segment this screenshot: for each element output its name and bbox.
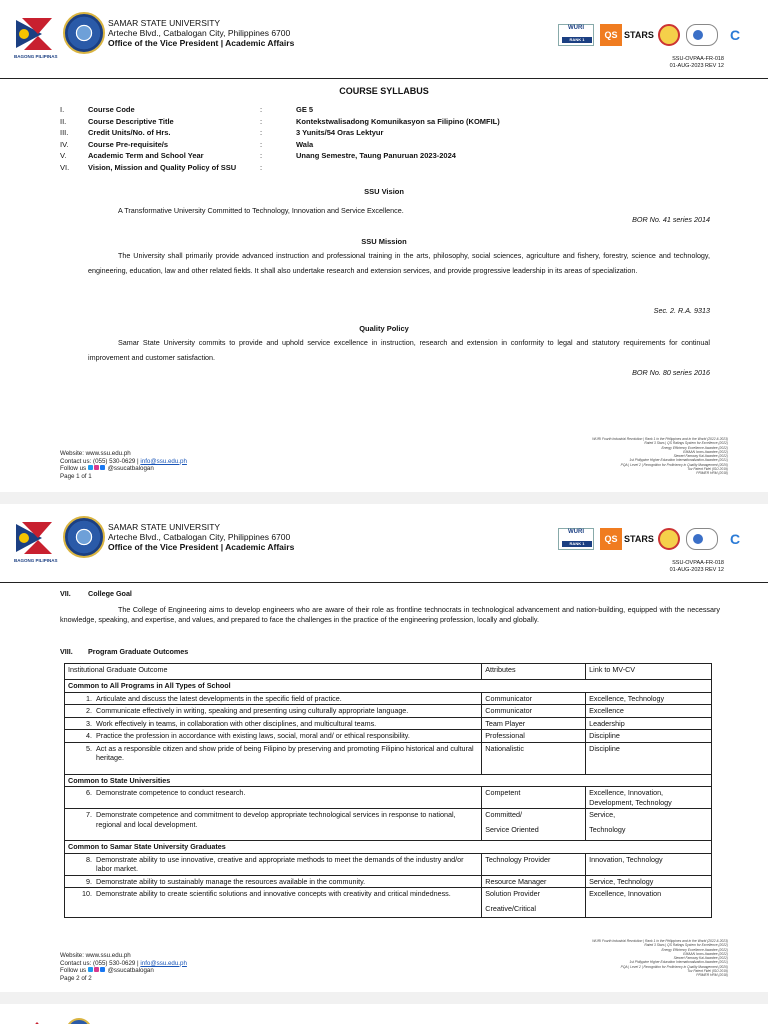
wuri-badge: WURI RANK 1 xyxy=(558,528,594,550)
table-row: 2. Communicate effectively in writing, speaking and presenting using culturally appropriate language. Communicator Excellence xyxy=(65,705,712,718)
footer-social: Follow us @ssucatbalogan xyxy=(60,967,154,974)
bagong-pilipinas-logo xyxy=(12,14,58,54)
info-colon: : xyxy=(260,139,263,149)
info-number: V. xyxy=(60,151,67,160)
stars-badge: STARS xyxy=(624,30,654,40)
award-line: EMAAN Icons Awardee (2022) xyxy=(683,951,728,956)
ssu-seal-logo xyxy=(66,1018,92,1024)
iso-cert-icon xyxy=(686,24,718,46)
page-title: COURSE SYLLABUS xyxy=(339,86,429,96)
program-outcomes-table xyxy=(64,663,712,918)
ssu-seal-logo xyxy=(63,516,105,558)
award-seal-icon xyxy=(658,24,680,46)
quality-citation: BOR No. 80 series 2016 xyxy=(632,368,710,377)
info-value: 3 Yunits/54 Oras Lektyur xyxy=(296,128,384,137)
footer-awards xyxy=(528,939,728,978)
info-number: IV. xyxy=(60,139,69,149)
table-row: 7. Demonstrate competence and commitment to develop appropriate technological services in response to national, regional and local development. Committed/ Service Oriented Service, Technology xyxy=(65,809,712,841)
footer-awards xyxy=(528,437,728,476)
award-seal-icon xyxy=(658,528,680,550)
info-label: Course Code xyxy=(88,105,135,114)
award-line: WURI Fourth Industrial Revolution | Rank 1 in the Philippines and in the World (2022 & 2023) xyxy=(592,437,728,441)
document-page-3-partial xyxy=(0,1004,768,1024)
university-info xyxy=(108,522,294,552)
quality-text: Samar State University commits to provide and uphold service excellence in instruction, research and extension in conformity to legal and statutory requirements for continual improvement and customer satisfaction. xyxy=(88,338,710,362)
info-label: Academic Term and School Year xyxy=(88,151,204,160)
award-line: Tuv Patent Fidel (ISO 2019) xyxy=(687,969,728,974)
info-number: III. xyxy=(60,128,69,137)
award-line: Tuv Patent Fidel (ISO 2019) xyxy=(687,467,728,472)
qs-badge: QS xyxy=(600,528,622,550)
header-divider xyxy=(0,78,768,79)
page-header xyxy=(0,504,768,584)
quality-heading: Quality Policy xyxy=(359,324,409,333)
page-header xyxy=(0,0,768,80)
info-label: Course Pre-requisite/s xyxy=(88,139,169,149)
award-line: Rated 3 Stars | QS Ratings System for Excellence (2022) xyxy=(644,943,728,948)
bagong-pilipinas-text: BAGONG PILIPINAS xyxy=(14,54,58,59)
info-colon: : xyxy=(260,162,263,172)
mission-heading: SSU Mission xyxy=(361,237,407,246)
footer-website: Website: www.ssu.edu.ph xyxy=(60,450,131,457)
table-row: 6. Demonstrate competence to conduct research. Competent Excellence, Innovation, Development, Technology xyxy=(65,787,712,809)
footer-email-link[interactable]: info@ssu.edu.ph xyxy=(140,959,187,967)
header-link: Link to MV-CV xyxy=(586,664,712,680)
info-value: GE 5 xyxy=(296,105,314,114)
table-row: 10. Demonstrate ability to create scientific solutions and innovative concepts with creativity and critical mindedness. Solution Provider Creative/Critical Excellence, Innovation xyxy=(65,888,712,918)
info-colon: : xyxy=(260,128,263,137)
college-goal-text: The College of Engineering aims to develop engineers who are aware of their role as frontline technocrats in technological advancement and nation-building, equipped with the necessary knowledge, speaking, and expertise, and values, and prepared to face the challenges in the practice of the engineering profession, locally and globally. xyxy=(60,605,720,624)
table-row: 8. Demonstrate ability to use innovative, creative and appropriate methods to meet the demands of the industry and/or labor market. Technology Provider Innovation, Technology xyxy=(65,853,712,875)
bagong-pilipinas-caption xyxy=(14,558,104,563)
award-line: PRIMER HRM (2018) xyxy=(696,973,728,978)
document-page-1 xyxy=(0,0,768,492)
award-line: Siewert Farnway Kai Awardee (2022) xyxy=(673,454,728,459)
page-footer xyxy=(60,952,187,982)
university-name: SAMAR STATE UNIVERSITY xyxy=(108,522,221,532)
info-colon: : xyxy=(260,105,263,114)
info-number: VI. xyxy=(60,162,70,172)
footer-website: Website: www.ssu.edu.ph xyxy=(60,952,131,959)
vision-citation: BOR No. 41 series 2014 xyxy=(632,215,710,224)
page-footer xyxy=(60,450,187,480)
course-info-row xyxy=(60,162,720,174)
award-line: EMAAN Icons Awardee (2022) xyxy=(683,449,728,454)
group-row-state: Common to State Universities xyxy=(65,774,712,787)
mission-text: The University shall primarily provide advanced instruction and professional training in the arts, philosophy, social sciences, agriculture and fishery, forestry, science and technology, engineering, education, law and other related fields. It shall also undertake research and extension services, and provide progressive leadership in its areas of specialization. xyxy=(88,251,710,275)
course-info-list xyxy=(60,104,720,173)
info-label: Course Descriptive Title xyxy=(88,116,174,126)
info-value: Wala xyxy=(296,139,314,149)
info-value: Kontekstwalisadong Komunikasyon sa Filipino (KOMFIL) xyxy=(296,116,500,126)
header-divider xyxy=(0,582,768,583)
college-goal-heading: VII. College Goal xyxy=(60,589,132,598)
mission-citation: Sec. 2. R.A. 9313 xyxy=(653,306,710,315)
wuri-badge: WURI RANK 1 xyxy=(558,24,594,46)
table-row: 9. Demonstrate ability to sustainably manage the resources available in the community. Resource Manager Service, Technology xyxy=(65,875,712,888)
table-row: 4. Practice the profession in accordance with existing laws, social, moral and/ or ethical responsibility. Professional Discipline xyxy=(65,730,712,743)
social-media-icons[interactable] xyxy=(88,967,106,973)
award-line: Energy Efficiency Excellence Awardee (2022) xyxy=(661,947,728,952)
table-row: 5. Act as a responsible citizen and show pride of being Filipino by preserving and promoting Filipino historical and cultural heritage. Nationalistic Discipline xyxy=(65,742,712,774)
doc-revision: 01-AUG-2023 REV 12 xyxy=(669,63,724,69)
qs-badge: QS xyxy=(600,24,622,46)
social-media-icons[interactable] xyxy=(88,465,106,471)
award-line: Rated 3 Stars | QS Ratings System for Excellence (2022) xyxy=(644,441,728,446)
award-line: PRIMER HRM (2018) xyxy=(696,471,728,476)
info-number: II. xyxy=(60,116,67,126)
info-colon: : xyxy=(260,116,263,126)
award-line: PQA | Level 2 | Recognition for Proficiency in Quality Management (2020) xyxy=(620,462,728,467)
info-value: Unang Semestre, Taung Panuruan 2023-2024 xyxy=(296,151,456,160)
info-number: I. xyxy=(60,105,65,114)
stars-badge: STARS xyxy=(624,534,654,544)
doc-revision: 01-AUG-2023 REV 12 xyxy=(669,567,724,573)
footer-contact: Contact us: (055) 530-0629 | info@ssu.edu.ph xyxy=(60,457,187,465)
iso-cert-icon xyxy=(686,528,718,550)
header-outcome: Institutional Graduate Outcome xyxy=(65,664,482,680)
university-name: SAMAR STATE UNIVERSITY xyxy=(108,18,221,28)
header-attributes: Attributes xyxy=(482,664,586,680)
university-address: Arteche Blvd., Catbalogan City, Philippines 6700 xyxy=(108,532,291,542)
award-line: WURI Fourth Industrial Revolution | Rank 1 in the Philippines and in the World (2022 & 2023) xyxy=(592,939,728,943)
course-info-row xyxy=(60,127,720,139)
table-row: 1. Articulate and discuss the latest developments in the specific field of practice. Communicator Excellence, Technology xyxy=(65,692,712,705)
ssu-seal-logo xyxy=(63,12,105,54)
course-info-row xyxy=(60,139,720,151)
info-label: Vision, Mission and Quality Policy of SSU xyxy=(88,162,237,172)
award-line: Energy Efficiency Excellence Awardee (2022) xyxy=(661,445,728,450)
university-info xyxy=(108,18,294,48)
page-number: Page 1 of 1 xyxy=(60,472,92,480)
pgo-heading: VIII. Program Graduate Outcomes xyxy=(60,647,189,656)
vision-heading: SSU Vision xyxy=(364,187,404,196)
accreditation-badges xyxy=(558,528,748,550)
group-row-ssu: Common to Samar State University Graduates xyxy=(65,841,712,854)
accreditation-badges xyxy=(558,24,748,46)
bagong-pilipinas-text: BAGONG PILIPINAS xyxy=(14,558,58,563)
footer-email-link[interactable]: info@ssu.edu.ph xyxy=(140,457,187,465)
doc-code: SSU-OVPAA-FR-018 xyxy=(672,56,724,62)
office-name: Office of the Vice President | Academic Affairs xyxy=(108,38,295,48)
bagong-pilipinas-logo xyxy=(28,1020,46,1024)
footer-social: Follow us @ssucatbalogan xyxy=(60,465,154,472)
bagong-pilipinas-caption xyxy=(14,54,104,59)
cert-c-icon: C xyxy=(729,27,741,43)
page-number: Page 2 of 2 xyxy=(60,974,92,982)
bagong-pilipinas-logo xyxy=(12,518,58,558)
award-line: 1st Philippine Higher Education Internationalization Awardee (2021) xyxy=(629,960,728,965)
university-address: Arteche Blvd., Catbalogan City, Philippines 6700 xyxy=(108,28,291,38)
document-code xyxy=(670,56,724,70)
cert-c-icon: C xyxy=(729,531,741,547)
vision-text: A Transformative University Committed to Technology, Innovation and Service Excellence. xyxy=(118,206,404,215)
award-line: PQA | Level 2 | Recognition for Proficiency in Quality Management (2020) xyxy=(620,964,728,969)
group-row-all: Common to All Programs in All Types of School xyxy=(65,680,712,693)
doc-code: SSU-OVPAA-FR-018 xyxy=(672,560,724,566)
table-row: 3. Work effectively in teams, in collaboration with other disciplines, and multicultural teams. Team Player Leadership xyxy=(65,717,712,730)
document-code xyxy=(670,560,724,574)
award-line: 1st Philippine Higher Education Internationalization Awardee (2021) xyxy=(629,458,728,463)
office-name: Office of the Vice President | Academic Affairs xyxy=(108,542,295,552)
footer-contact: Contact us: (055) 530-0629 | info@ssu.edu.ph xyxy=(60,959,187,967)
info-colon: : xyxy=(260,151,263,160)
award-line: Siewert Farnway Kai Awardee (2022) xyxy=(673,956,728,961)
course-info-row xyxy=(60,150,720,162)
course-info-row xyxy=(60,104,720,116)
info-label: Credit Units/No. of Hrs. xyxy=(88,128,171,137)
table-header-row xyxy=(65,664,712,680)
course-info-row xyxy=(60,116,720,128)
